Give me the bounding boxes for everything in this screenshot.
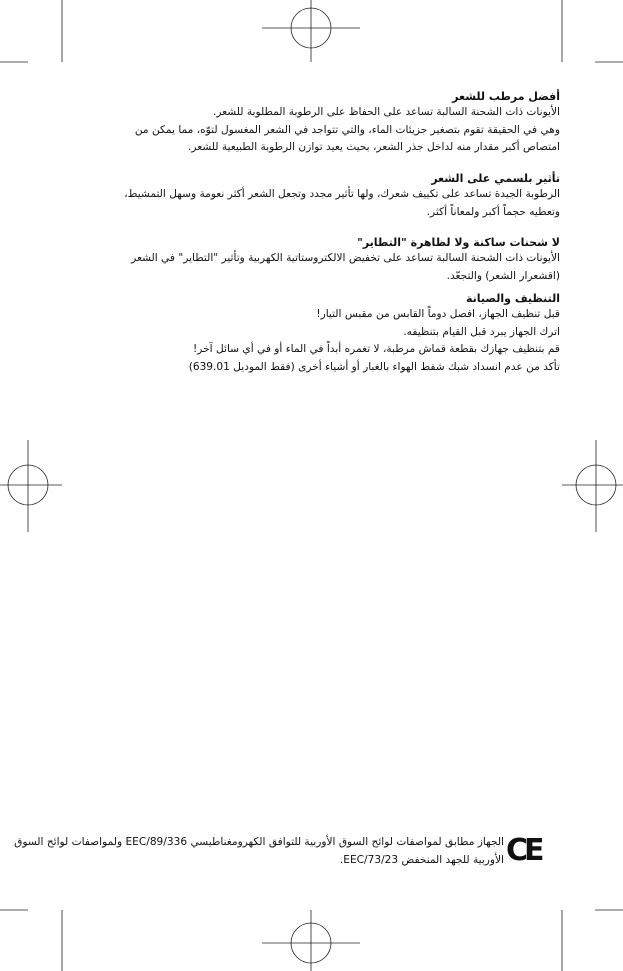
body-line: وهي في الحقيقة تقوم بتصغير جزيئات الماء، والتي تتواجد في الشعر المغسول لتوّه، مما يمكن من	[134, 123, 560, 136]
body-line: قبل تنظيف الجهاز، افصل دوماً القابس من مقبس التيار!	[316, 308, 560, 320]
body-line: الرطوبة الجيدة تساعد على تكييف شعرك، ولها تأثير مجدد وتجعل الشعر أكثر نعومة وسهل التمشيط،	[124, 188, 560, 200]
ce-mark: CE	[506, 833, 541, 868]
section-cleaning	[60, 291, 560, 376]
section-heading: التنظيف والصيانة	[465, 292, 560, 305]
section-moisture	[60, 89, 560, 157]
section-heading: أفضل مرطب للشعر	[452, 90, 560, 103]
body-line: قم بتنظيف جهازك بقطعة قماش مرطبة، لا تغمره أبداً في الماء أو في أي سائل آخر!	[193, 343, 560, 355]
body-line: امتصاص أكبر مقدار منه لداخل جذر الشعر، بحيث يعيد توازن الرطوبة الطبيعية للشعر.	[188, 141, 560, 153]
body-line: اترك الجهاز يبرد قبل القيام بتنظيفه.	[403, 325, 560, 338]
section-conditioning	[60, 171, 560, 221]
compliance-note	[14, 834, 504, 869]
body-line: الأيونات ذات الشحنة السالبة تساعد على تخفيض الالكتروستاتية الكهربية وتأثير "التطاير" في الشعر	[131, 252, 560, 264]
body-line: (اقشعرار الشعر) والتجعّد.	[446, 269, 560, 282]
body-line: وتعطيه حجماً أكبر ولمعاناً أكثر.	[426, 205, 560, 218]
compliance-line: الأوربية للجهد المنخفض 73/23/EEC.	[339, 853, 504, 866]
body-line: الأيونات ذات الشحنة السالبة تساعد على الحفاظ على الرطوبة المطلوبة للشعر.	[212, 106, 560, 118]
section-heading: تأثير بلسمي على الشعر	[431, 172, 560, 185]
section-heading: لا شحنات ساكنة ولا لظاهرة "التطاير"	[357, 236, 560, 249]
body-line: تأكد من عدم انسداد شبك شفط الهواء بالغبار أو أشياء أخرى (فقط الموديل 639.01)	[188, 360, 560, 373]
section-static	[60, 235, 560, 285]
compliance-line: الجهاز مطابق لمواصفات لوائح السوق الأوربية للتوافق الكهرومغناطيسي 89/336/EEC ولمواصفات لوائح السوق	[14, 836, 504, 848]
